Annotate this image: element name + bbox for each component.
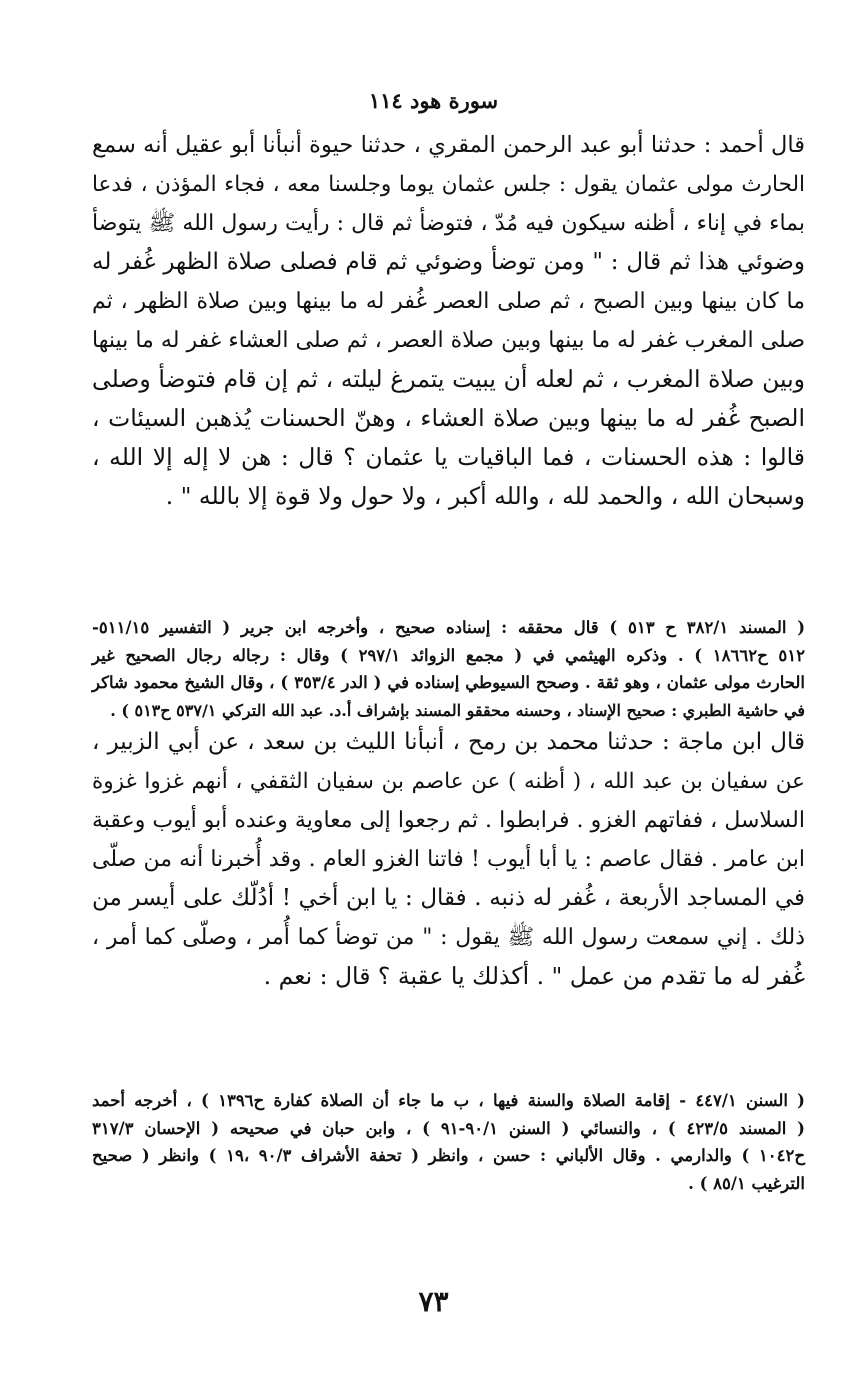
text-line: في المساجد الأربعة ، غُفر له ذنبه . فقال : يا ابن أخي ! أدُلّك على أيسر من (92, 885, 805, 911)
page-header: سورة هود ١١٤ (368, 88, 499, 113)
note-line: الترغيب ٨٥/١ ) . (688, 1173, 805, 1193)
text-line: وسبحان الله ، والحمد لله ، والله أكبر ، ولا حول ولا قوة إلا بالله " . (165, 482, 805, 510)
citation-note-1 (92, 614, 805, 724)
text-line: قال ابن ماجة : حدثنا محمد بن رمح ، أنبأنا الليث بن سعد ، عن أبي الزبير ، (92, 729, 805, 755)
citation-note-2 (92, 1087, 805, 1197)
note-line: ( المسند ٣٨٢/١ ح ٥١٣ ) قال محققه : إسناده صحيح ، وأخرجه ابن جرير ( التفسير ٥١١/١٥- (92, 618, 806, 637)
hadith-paragraph-2 (92, 723, 805, 996)
text-line: عن سفيان بن عبد الله ، ( أظنه ) عن عاصم بن سفيان الثقفي ، أنهم غزوا غزوة (92, 769, 805, 794)
note-line: ح١٠٤٢ ) والدارمي . وقال الألباني : حسن ، وانظر ( تحفة الأشراف ٩٠/٣ ،١٩ ) وانظر ( صحيح (92, 1146, 806, 1165)
note-line: ( المسند ٤٢٣/٥ ) ، والنسائي ( السنن ٩٠/١-٩١ ) ، وابن حبان في صحيحه ( الإحسان ٣١٧/٣ (92, 1118, 805, 1138)
hadith-paragraph-1 (92, 126, 805, 516)
text-line: بماء في إناء ، أظنه سيكون فيه مُدّ ، فتوضأ ثم قال : رأيت رسول الله ﷺ يتوضأ (92, 211, 805, 236)
text-line: وبين صلاة المغرب ، ثم لعله أن يبيت يتمرغ ليلته ، ثم إن قام فتوضأ وصلى (92, 365, 805, 393)
text-line: قالوا : هذه الحسنات ، فما الباقيات يا عثمان ؟ قال : هن لا إله إلا الله ، (92, 443, 805, 471)
page-number: ٧٣ (418, 1285, 449, 1318)
text-line: ذلك . إني سمعت رسول الله ﷺ يقول : " من توضأ كما أُمر ، وصلّى كما أمر ، (92, 925, 805, 950)
text-line: السلاسل ، ففاتهم الغزو . فرابطوا . ثم رجعوا إلى معاوية وعنده أبو أيوب وعقبة (92, 808, 806, 833)
text-line: ما كان بينها وبين الصبح ، ثم صلى العصر غُفر له ما بينها وبين صلاة الظهر ، ثم (92, 289, 805, 314)
text-line: قال أحمد : حدثنا أبو عبد الرحمن المقري ، حدثنا حيوة أنبأنا أبو عقيل أنه سمع (92, 132, 805, 158)
text-line: الحارث مولى عثمان يقول : جلس عثمان يوما وجلسنا معه ، فجاء المؤذن ، فدعا (92, 172, 805, 197)
text-line: غُفر له ما تقدم من عمل " . أكذلك يا عقبة ؟ قال : نعم . (263, 962, 805, 990)
text-line: الصبح غُفر له ما بينها وبين صلاة العشاء ، وهنّ الحسنات يُذهبن السيئات ، (92, 404, 805, 432)
text-line: صلى المغرب غفر له ما بينها وبين صلاة العصر ، ثم صلى العشاء غفر له ما بينها (92, 328, 805, 353)
note-line: ٥١٢ ح١٨٦٦٢ ) . وذكره الهيثمي في ( مجمع الزوائد ٢٩٧/١ ) وقال : رجاله رجال الصحيح غير (92, 645, 805, 665)
text-line: وضوئي هذا ثم قال : " ومن توضأ وضوئي ثم قام فصلى صلاة الظهر غُفر له (92, 249, 805, 275)
note-line: ( السنن ٤٤٧/١ - إقامة الصلاة والسنة فيها ، ب ما جاء أن الصلاة كفارة ح١٣٩٦ ) ، أخرجه أحمد (92, 1091, 805, 1110)
text-line: ابن عامر . فقال عاصم : يا أبا أيوب ! فاتنا الغزو العام . وقد أُخبرنا أنه من صلّى (92, 847, 805, 872)
note-line: في حاشية الطبري : صحيح الإسناد ، وحسنه محققو المسند بإشراف أ.د. عبد الله التركي ٥٣٧/١ ح٥١٣ ) . (110, 700, 805, 720)
note-line: الحارث مولى عثمان ، وهو ثقة . وصحح السيوطي إسناده في ( الدر ٣٥٣/٤ ) ، وقال الشيخ محمود شاكر (92, 673, 805, 692)
